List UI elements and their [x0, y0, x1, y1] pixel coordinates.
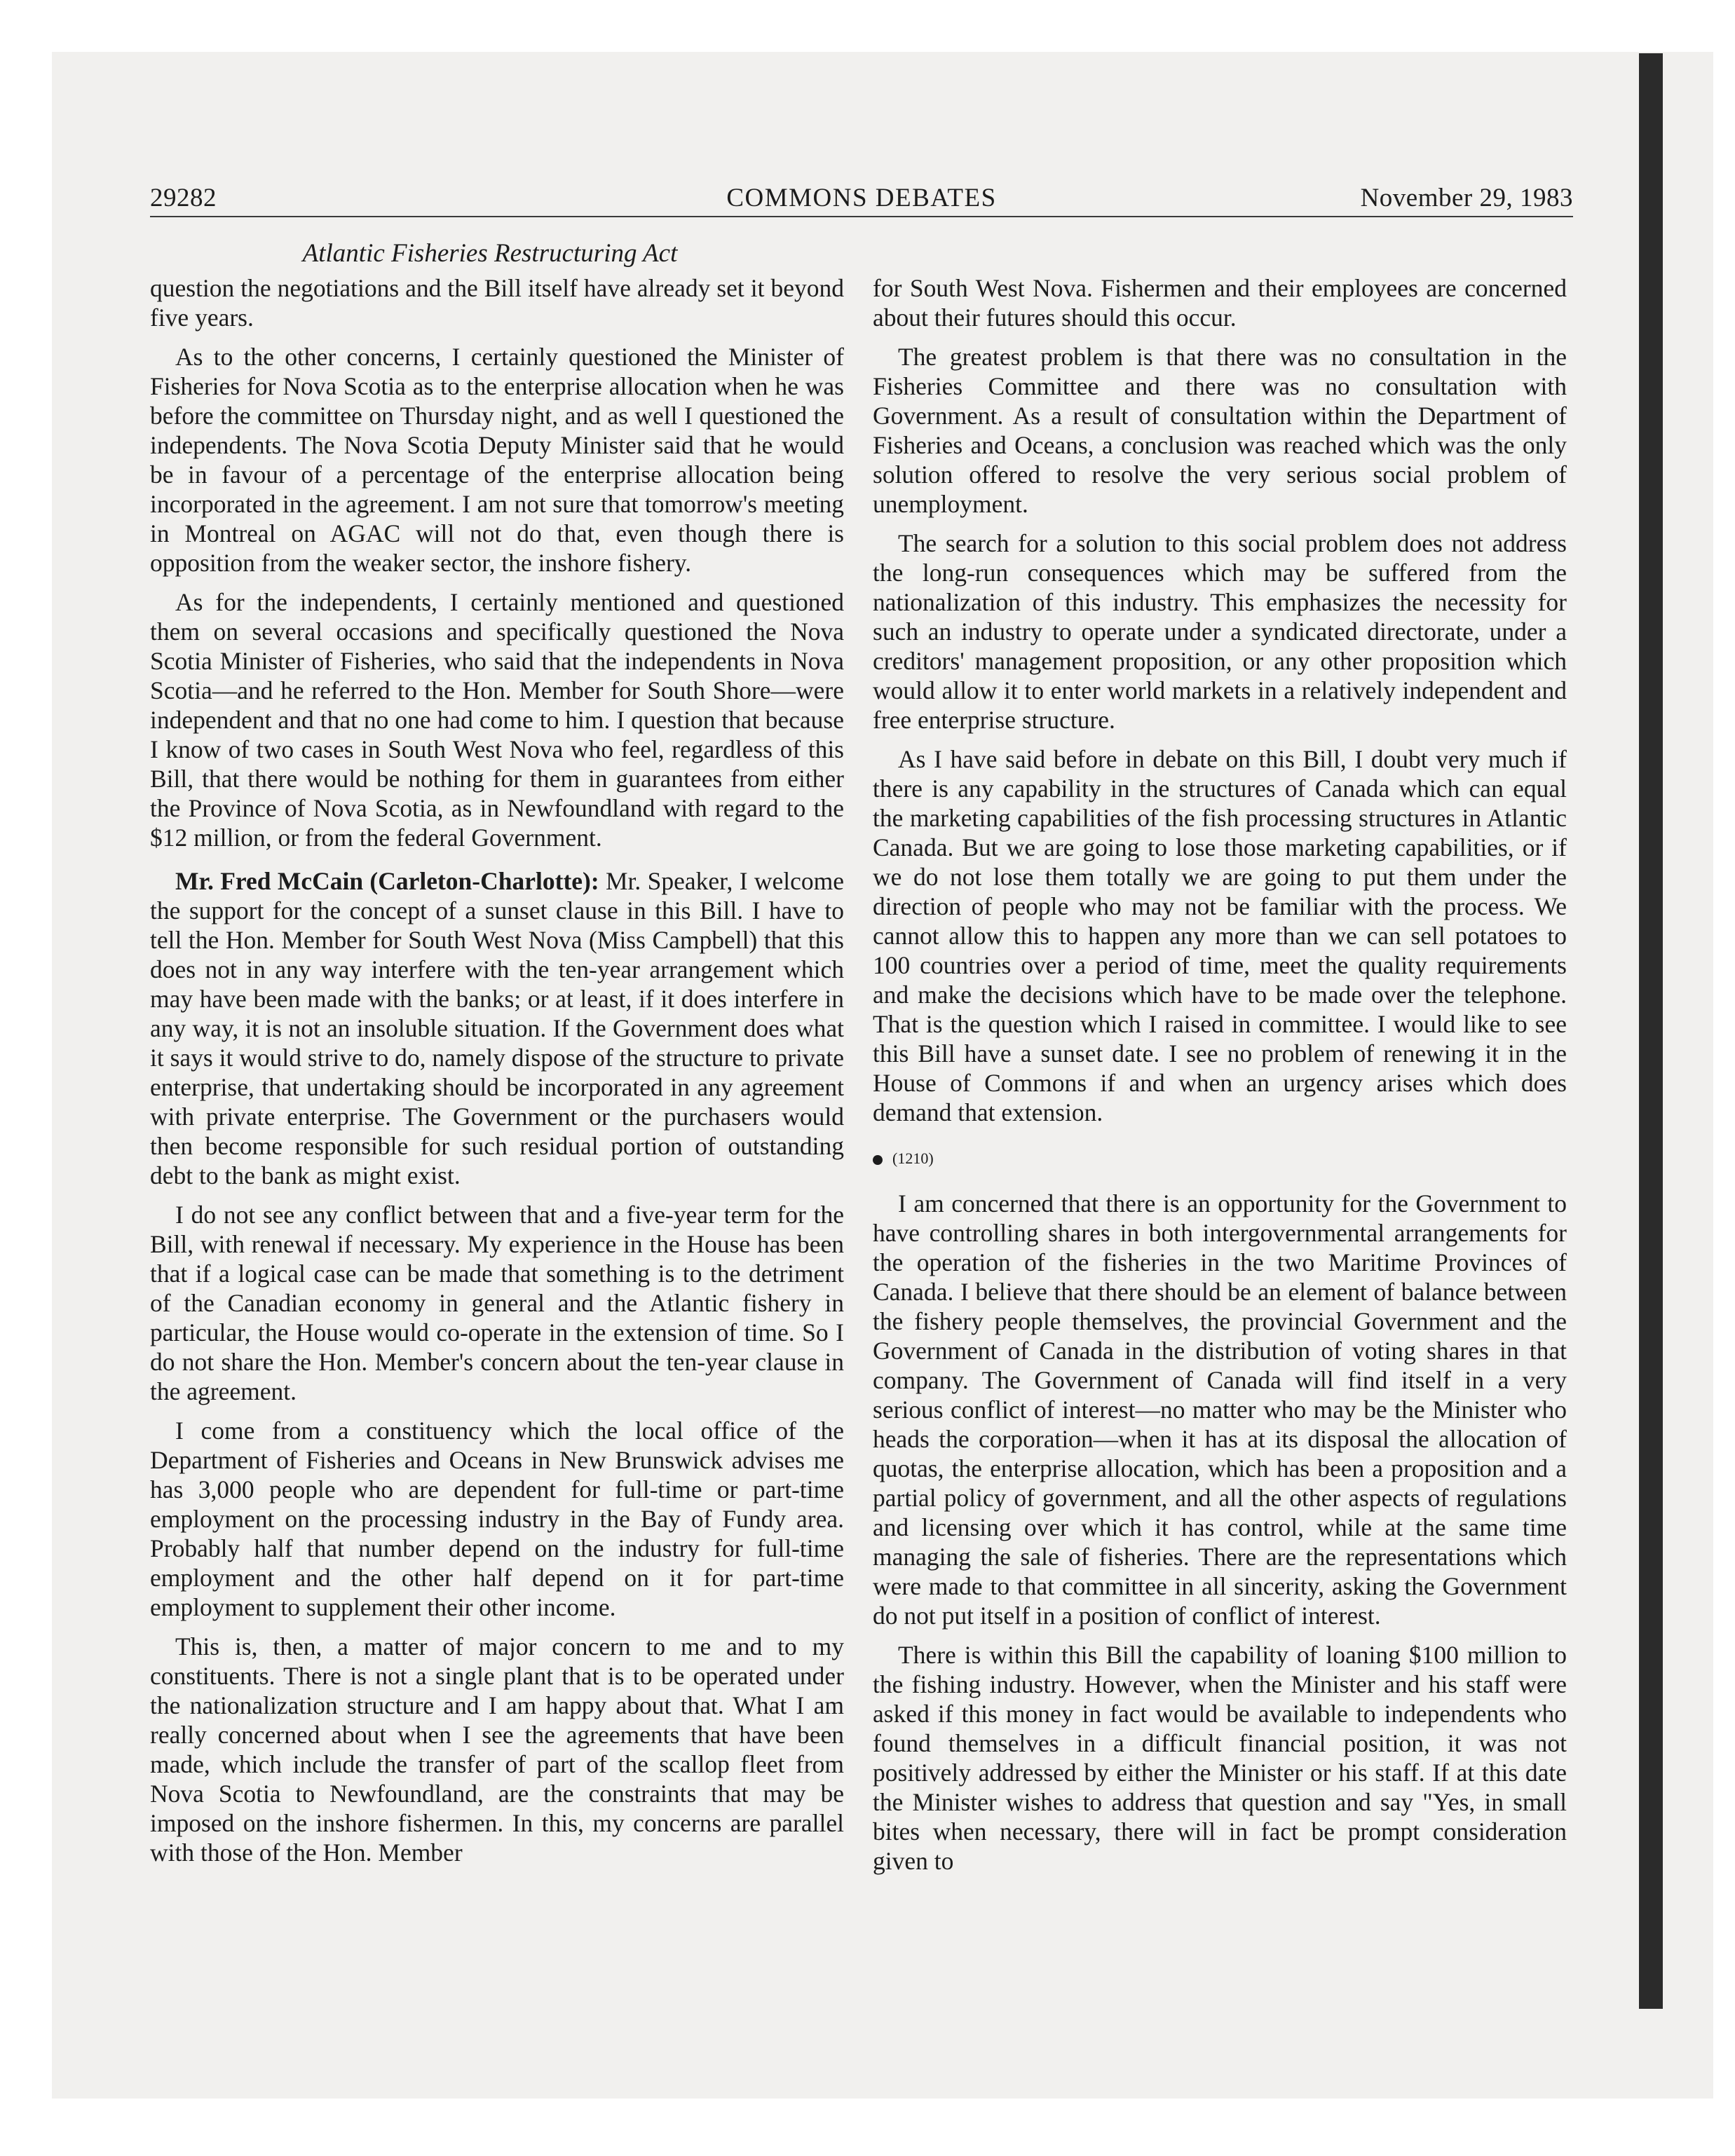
- paragraph: This is, then, a matter of major concern to me and to my constituents. There is not a single plant that is to be operated under the nationalization structure and I am happy about that. What I am really concerned about when I see the agreements that have been made, which include the transfer of part of the scallop fleet from Nova Scotia to Newfoundland, are the constraints that may be imposed on the inshore fishermen. In this, my concerns are parallel with those of the Hon. Member: [150, 1632, 844, 1867]
- page-date: November 29, 1983: [1360, 184, 1573, 212]
- right-column: [873, 273, 1567, 1885]
- paragraph: As to the other concerns, I certainly questioned the Minister of Fisheries for Nova Scotia as to the enterprise allocation when he was before the committee on Thursday night, and as well I questioned the independents. The Nova Scotia Deputy Minister said that he would be in favour of a percentage of the enterprise allocation being incorporated in the agreement. I am not sure that tomorrow's meeting in Montreal on AGAC will not do that, even though there is opposition from the weaker sector, the inshore fishery.: [150, 343, 844, 577]
- left-column: [150, 273, 844, 1877]
- paragraph: I come from a constituency which the local office of the Department of Fisheries and Oceans in New Brunswick advises me has 3,000 people who are dependent for full-time or part-time employment on the processing industry in the Bay of Fundy area. Probably half that number depend on the industry for full-time employment and the other half depend on it for part-time employment to supplement their other income.: [150, 1417, 844, 1621]
- bullet-dot-icon: [873, 1155, 883, 1165]
- running-title: Atlantic Fisheries Restructuring Act: [302, 239, 678, 268]
- speaker-name: Mr. Fred McCain (Carleton-Charlotte):: [175, 867, 599, 895]
- header-rule: [150, 216, 1573, 217]
- paragraph: I am concerned that there is an opportunity for the Government to have controlling shares in both intergovernmental arrangements for the operation of the fisheries in the two Maritime Provinces of Canada. I believe that there should be an element of balance between the fishery people themselves, the provincial Government and the Government of Canada in the distribution of voting shares in that company. The Government of Canada will find itself in a very serious conflict of interest—no matter who may be the Minister who heads the corporation—when it has at its disposal the allocation of quotas, the enterprise allocation, which has been a proposition and a partial policy of government, and all the other aspects of regulations and licensing over which it has control, while at the same time managing the sale of fisheries. There are the representations which were made to that committee in all sincerity, asking the Government do not put itself in a position of conflict of interest.: [873, 1189, 1567, 1630]
- scan-edge-bar: [1639, 53, 1663, 2009]
- time-marker: [873, 1148, 1567, 1169]
- paragraph: The search for a solution to this social problem does not address the long-run consequences which may be suffered from the nationalization of this industry. This emphasizes the necessity for such an industry to operate under a syndicated directorate, under a creditors' management proposition, or any other proposition which would allow it to enter world markets in a relatively independent and free enterprise structure.: [873, 529, 1567, 734]
- paragraph: As I have said before in debate on this Bill, I doubt very much if there is any capability in the structures of Canada which can equal the marketing capabilities of the fish processing structures in Atlantic Canada. But we are going to lose those marketing capabilities, or if we do not lose them totally we are going to put them under the direction of people who may not be familiar with the process. We cannot allow this to happen any more than we can sell potatoes to 100 countries over a period of time, meet the quality requirements and make the decisions which have to be made over the telephone. That is the question which I raised in committee. I would like to see this Bill have a sunset date. I see no problem of renewing it in the House of Commons if and when an urgency arises which does demand that extension.: [873, 745, 1567, 1126]
- paragraph: The greatest problem is that there was no consultation in the Fisheries Committee and there was no consultation with Government. As a result of consultation within the Department of Fisheries and Oceans, a conclusion was reached which was the only solution offered to resolve the very serious social problem of unemployment.: [873, 343, 1567, 518]
- paragraph: I do not see any conflict between that and a five-year term for the Bill, with renewal if necessary. My experience in the House has been that if a logical case can be made that something is to the detriment of the Canadian economy in general and the Atlantic fishery in particular, the House would co-operate in the extension of time. So I do not share the Hon. Member's concern about the ten-year clause in the agreement.: [150, 1201, 844, 1405]
- time-marker-label: (1210): [892, 1149, 934, 1167]
- speech-text: Mr. Speaker, I welcome the support for the concept of a sunset clause in this Bill. I have to tell the Hon. Member for South West Nova (Miss Campbell) that this does not in any way interfere with the ten-year arrangement which may have been made with the banks; or at least, if it does interfere in any way, it is not an insoluble situation. If the Government does what it says it would strive to do, namely dispose of the structure to private enterprise, that undertaking should be incorporated in any agreement with private enterprise. The Government or the purchasers would then become responsible for such residual portion of outstanding debt to the bank as might exist.: [150, 867, 845, 1189]
- publication-title: COMMONS DEBATES: [726, 184, 997, 212]
- page-number: 29282: [150, 184, 217, 212]
- paragraph: for South West Nova. Fishermen and their employees are concerned about their futures should this occur.: [873, 274, 1567, 332]
- page-header: [150, 181, 1573, 216]
- paragraph: There is within this Bill the capability of loaning $100 million to the fishing industry. However, when the Minister and his staff were asked if this money in fact would be available to independents who found themselves in a difficult financial position, it was not positively addressed by either the Minister or his staff. If at this date the Minister wishes to address that question and say "Yes, in small bites when necessary, there will in fact be prompt consideration given to: [873, 1641, 1567, 1875]
- paragraph: As for the independents, I certainly mentioned and questioned them on several occasions and specifically questioned the Nova Scotia Minister of Fisheries, who said that the independents in Nova Scotia—and he referred to the Hon. Member for South Shore—were independent and that no one had come to him. I question that because I know of two cases in South West Nova who feel, regardless of this Bill, that there would be nothing for them in guarantees from either the Province of Nova Scotia, as in Newfoundland with regard to the $12 million, or from the federal Government.: [150, 588, 844, 852]
- paragraph: question the negotiations and the Bill itself have already set it beyond five years.: [150, 274, 844, 332]
- speech-paragraph: [150, 866, 844, 1190]
